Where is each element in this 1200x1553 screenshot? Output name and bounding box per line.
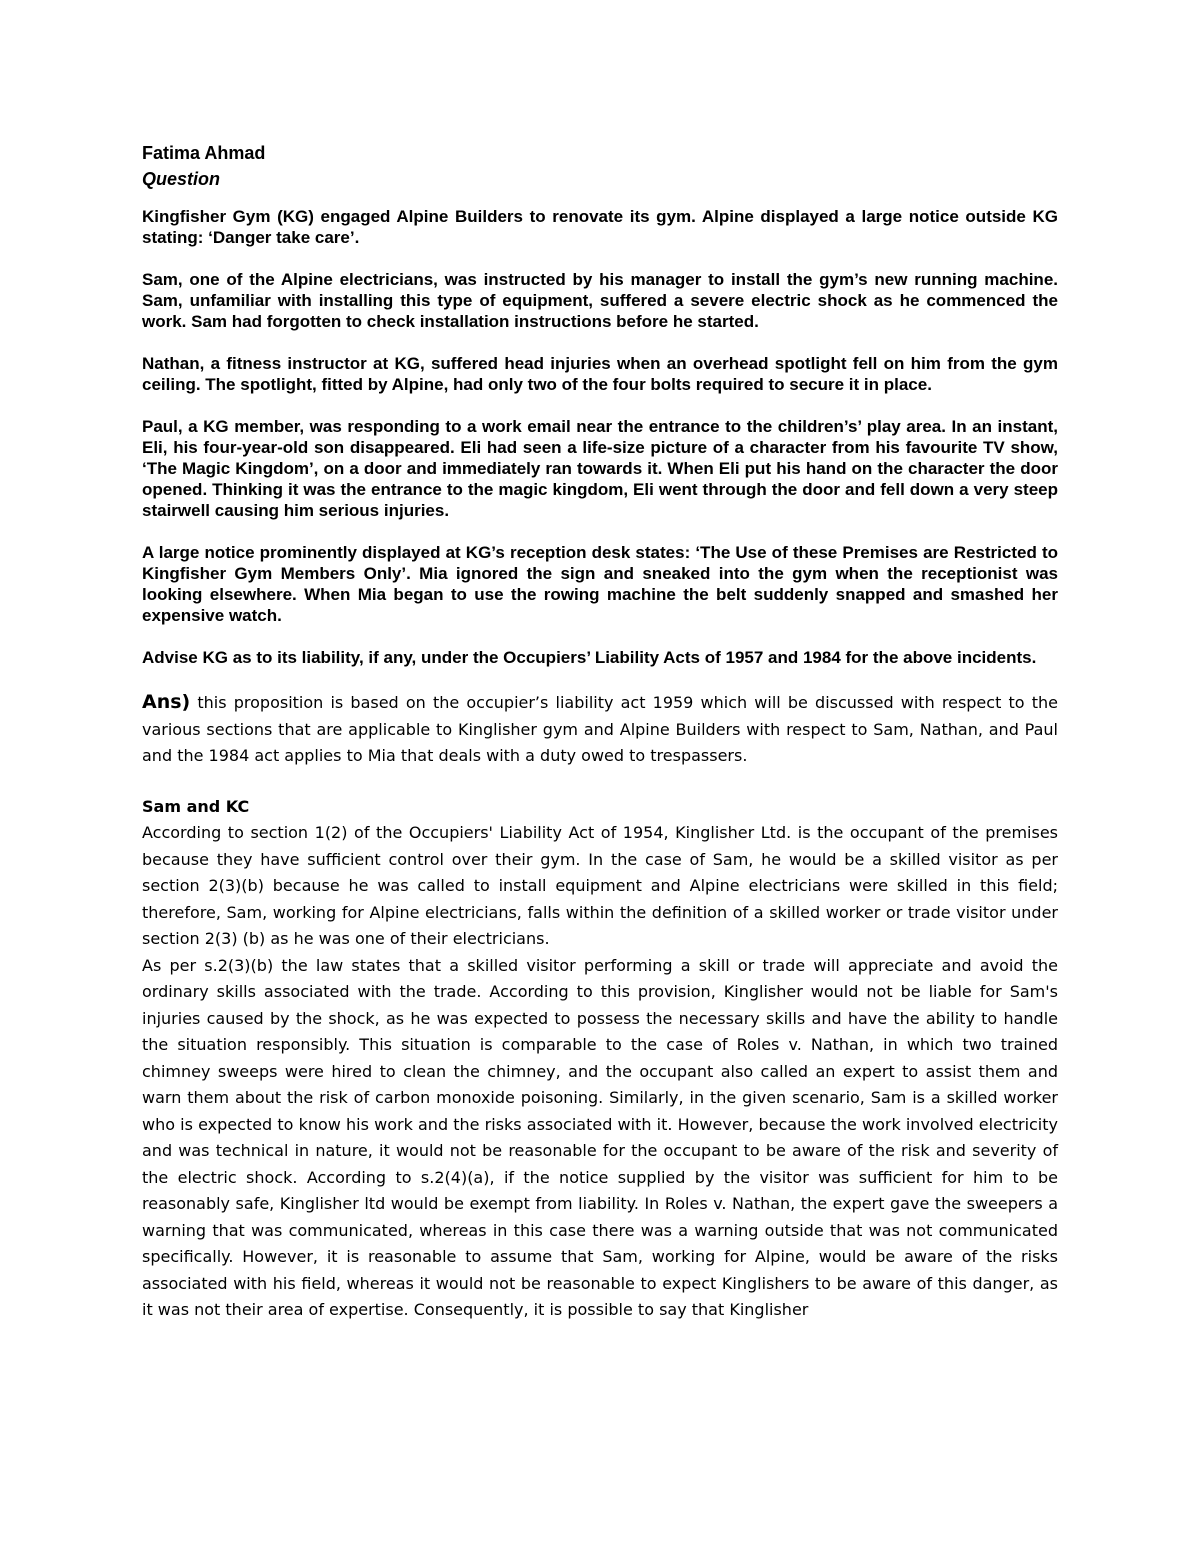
section-heading-sam: Sam and KC: [142, 796, 250, 816]
question-paragraph-5: A large notice prominently displayed at KG’s reception desk states: ‘The Use of these Premises are Restricted to Kingfisher Gym Members Only’. Mia ignored the sign and sneaked into the gym when the receptionist was looking elsewhere. When Mia began to use the rowing machine the belt suddenly snapped and smashed her expensive watch.: [142, 543, 1058, 625]
document-page: [142, 140, 1058, 1324]
answer-label: Ans): [142, 691, 191, 713]
question-paragraph-4: Paul, a KG member, was responding to a work email near the entrance to the children’s’ play area. In an instant, Eli, his four-year-old son disappeared. Eli had seen a life-size picture of a character from his favourite TV show, ‘The Magic Kingdom’, on a door and immediately ran towards it. When Eli put his hand on the character the door opened. Thinking it was the entrance to the magic kingdom, Eli went through the door and fell down a very steep stairwell causing him serious injuries.: [142, 417, 1058, 520]
author-name: Fatima Ahmad: [142, 143, 266, 163]
question-paragraph-6: Advise KG as to its liability, if any, under the Occupiers’ Liability Acts of 1957 and 1984 for the above incidents.: [142, 648, 1037, 667]
section-paragraph-1: According to section 1(2) of the Occupiers' Liability Act of 1954, Kinglisher Ltd. is the occupant of the premises because they have sufficient control over their gym. In the case of Sam, he would be a skilled visitor as per section 2(3)(b) because he was called to install equipment and Alpine electricians were skilled in this field; therefore, Sam, working for Alpine electricians, falls within the definition of a skilled worker or trade visitor under section 2(3) (b) as he was one of their electricians.: [142, 823, 1058, 948]
answer-intro-text: this proposition is based on the occupier’s liability act 1959 which will be discussed with respect to the various sections that are applicable to Kinglisher gym and Alpine Builders with respect to Sam, Nathan, and Paul and the 1984 act applies to Mia that deals with a duty owed to trespassers.: [142, 693, 1058, 765]
question-paragraph-2: Sam, one of the Alpine electricians, was instructed by his manager to install the gym’s new running machine. Sam, unfamiliar with installing this type of equipment, suffered a severe electric shock as he commenced the work. Sam had forgotten to check installation instructions before he started.: [142, 270, 1058, 331]
question-paragraph-3: Nathan, a fitness instructor at KG, suffered head injuries when an overhead spotlight fell on him from the gym ceiling. The spotlight, fitted by Alpine, had only two of the four bolts required to secure it in place.: [142, 354, 1058, 394]
question-heading: Question: [142, 169, 221, 189]
answer-intro: [142, 689, 1058, 770]
section-paragraph-2: As per s.2(3)(b) the law states that a skilled visitor performing a skill or trade will appreciate and avoid the ordinary skills associated with the trade. According to this provision, Kinglisher would not be liable for Sam's injuries caused by the shock, as he was expected to possess the necessary skills and have the ability to handle the situation responsibly. This situation is comparable to the case of Roles v. Nathan, in which two trained chimney sweeps were hired to clean the chimney, and the occupant also called an expert to assist them and warn them about the risk of carbon monoxide poisoning. Similarly, in the given scenario, Sam is a skilled worker who is expected to know his work and the risks associated with it. However, because the work involved electricity and was technical in nature, it would not be reasonable for the occupant to be aware of the risk and severity of the electric shock. According to s.2(4)(a), if the notice supplied by the visitor was sufficient for him to be reasonably safe, Kinglisher ltd would be exempt from liability. In Roles v. Nathan, the expert gave the sweepers a warning that was communicated, whereas in this case there was a warning outside that was not communicated specifically. However, it is reasonable to assume that Sam, working for Alpine, would be aware of the risks associated with his field, whereas it would not be reasonable to expect Kinglishers to be aware of this danger, as it was not their area of expertise. Consequently, it is possible to say that Kinglisher: [142, 955, 1058, 1319]
question-paragraph-1: Kingfisher Gym (KG) engaged Alpine Builders to renovate its gym. Alpine displayed a large notice outside KG stating: ‘Danger take care’.: [142, 207, 1058, 247]
